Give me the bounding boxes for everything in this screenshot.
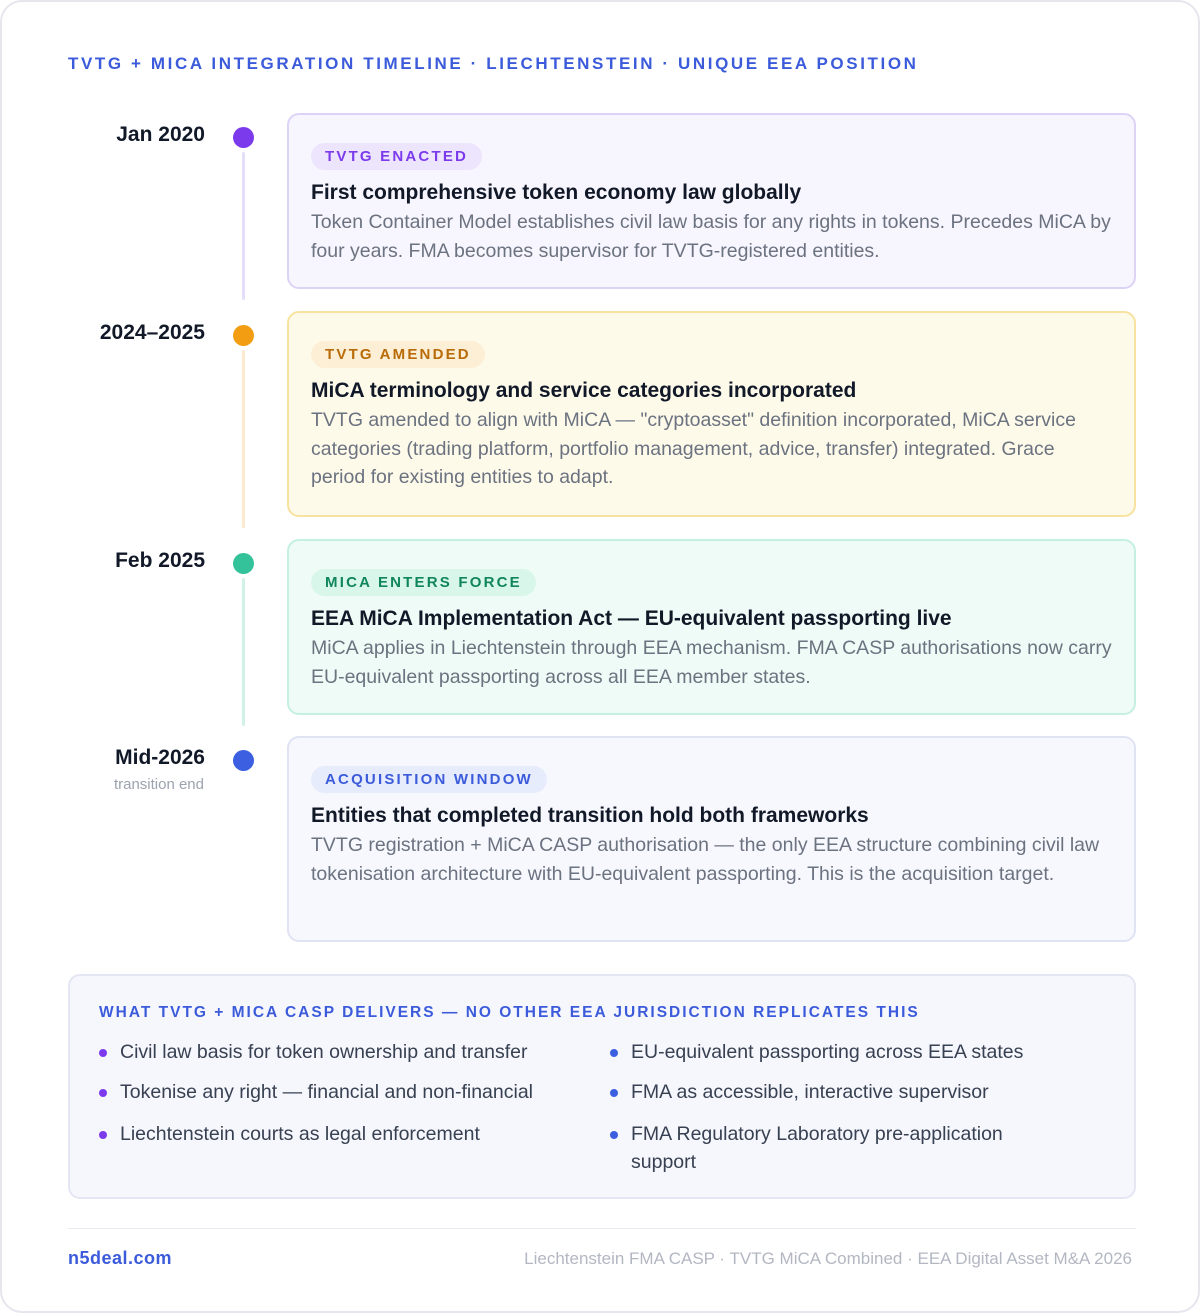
summary-bullet-text: FMA as accessible, interactive supervisor xyxy=(631,1081,989,1103)
summary-bullet xyxy=(120,1078,590,1106)
timeline-marker xyxy=(233,325,254,346)
timeline-card-title: First comprehensive token economy law globally xyxy=(311,181,802,204)
summary-panel xyxy=(68,974,1136,1199)
summary-bullet xyxy=(631,1038,1071,1066)
timeline-tag: TVTG AMENDED xyxy=(311,341,485,368)
timeline-card-body: Token Container Model establishes civil law basis for any rights in tokens. Precedes MiCA by four years. FMA becomes supervisor for TVTG-registered entities. xyxy=(311,211,1111,262)
timeline-card xyxy=(287,113,1136,289)
footer-caption: Liechtenstein FMA CASP · TVTG MiCA Combined · EEA Digital Asset M&A 2026 xyxy=(524,1249,1132,1268)
timeline-tag: MICA ENTERS FORCE xyxy=(311,569,536,596)
summary-bullet xyxy=(120,1120,590,1148)
timeline-date: Feb 2025 xyxy=(115,549,205,572)
bullet-dot-icon xyxy=(610,1131,618,1139)
summary-title: WHAT TVTG + MICA CASP DELIVERS — NO OTHER EEA JURISDICTION REPLICATES THIS xyxy=(99,1004,920,1021)
timeline-connector xyxy=(242,152,245,300)
timeline-card-body: TVTG amended to align with MiCA — "cryptoasset" definition incorporated, MiCA service categories (trading platform, portfolio management, advice, transfer) integrated. Grace period for existing entities to adapt. xyxy=(311,409,1076,488)
timeline-card xyxy=(287,539,1136,715)
summary-bullet xyxy=(631,1120,1071,1176)
timeline-date-note: transition end xyxy=(113,776,204,793)
timeline-connector xyxy=(242,578,245,726)
timeline-date: Jan 2020 xyxy=(116,123,205,146)
timeline-tag: TVTG ENACTED xyxy=(311,143,482,170)
bullet-dot-icon xyxy=(610,1089,618,1097)
bullet-dot-icon xyxy=(610,1049,618,1057)
timeline-card xyxy=(287,736,1136,942)
timeline-marker xyxy=(233,127,254,148)
footer-divider xyxy=(68,1228,1136,1229)
timeline-marker xyxy=(233,750,254,771)
timeline-card-body: MiCA applies in Liechtenstein through EEA mechanism. FMA CASP authorisations now carry EU-equivalent passporting across all EEA member states. xyxy=(311,637,1112,688)
bullet-dot-icon xyxy=(99,1089,107,1097)
timeline-card-title: Entities that completed transition hold both frameworks xyxy=(311,804,869,827)
bullet-dot-icon xyxy=(99,1049,107,1057)
timeline-connector xyxy=(242,350,245,528)
footer-site-link[interactable]: n5deal.com xyxy=(68,1248,173,1268)
summary-bullet xyxy=(631,1078,1071,1106)
summary-bullet xyxy=(120,1038,590,1066)
summary-bullet-text: EU-equivalent passporting across EEA states xyxy=(631,1041,1024,1063)
page-eyebrow: TVTG + MICA INTEGRATION TIMELINE · LIECHTENSTEIN · UNIQUE EEA POSITION xyxy=(68,54,919,73)
timeline-card-title: EEA MiCA Implementation Act — EU-equivalent passporting live xyxy=(311,607,952,630)
timeline-card-body: TVTG registration + MiCA CASP authorisation — the only EEA structure combining civil law tokenisation architecture with EU-equivalent passporting. This is the acquisition target. xyxy=(311,834,1100,885)
timeline-tag: ACQUISITION WINDOW xyxy=(311,766,547,793)
summary-bullet-text: Liechtenstein courts as legal enforcement xyxy=(120,1123,480,1145)
summary-bullet-text: FMA Regulatory Laboratory pre-application support xyxy=(631,1123,1003,1173)
timeline-card xyxy=(287,311,1136,517)
timeline-marker xyxy=(233,553,254,574)
timeline xyxy=(2,2,1200,962)
summary-bullet-text: Tokenise any right — financial and non-financial xyxy=(120,1081,533,1103)
timeline-card-title: MiCA terminology and service categories incorporated xyxy=(311,379,857,402)
timeline-date: Mid-2026 xyxy=(115,746,205,769)
timeline-date: 2024–2025 xyxy=(99,321,205,344)
summary-bullet-text: Civil law basis for token ownership and transfer xyxy=(120,1041,528,1063)
bullet-dot-icon xyxy=(99,1131,107,1139)
